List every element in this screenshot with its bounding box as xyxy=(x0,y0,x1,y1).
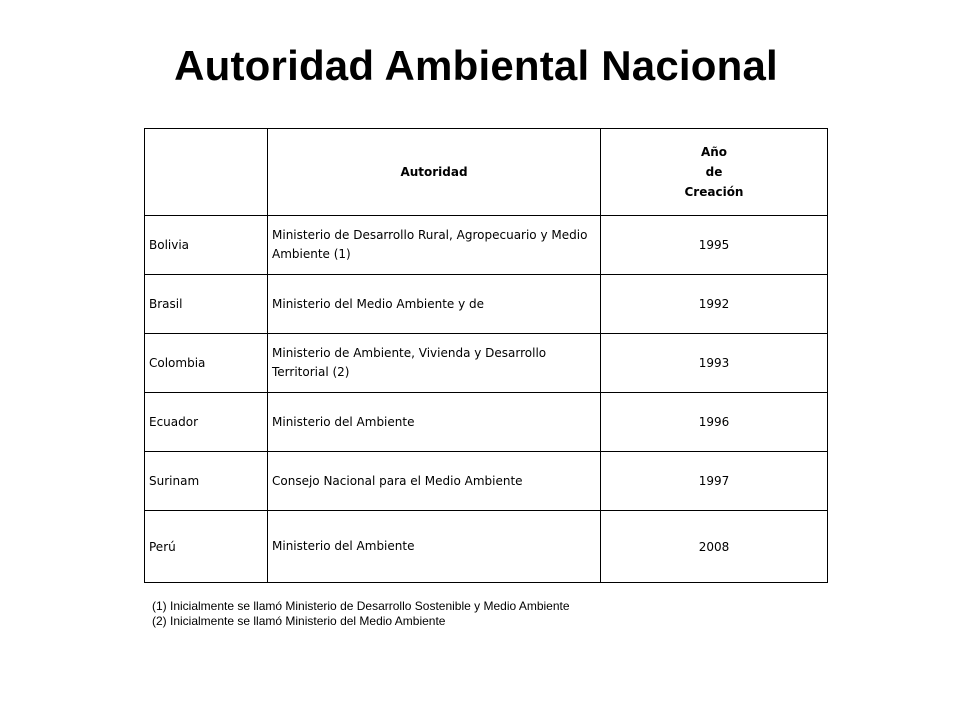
footnote-1: (1) Inicialmente se llamó Ministerio de Desarrollo Sostenible y Medio Ambiente xyxy=(152,599,570,613)
country-cell: Surinam xyxy=(145,452,268,511)
country-cell: Perú xyxy=(145,511,268,583)
header-country xyxy=(145,129,268,216)
footnote-2: (2) Inicialmente se llamó Ministerio del Medio Ambiente xyxy=(152,614,446,628)
authority-cell: Ministerio de Ambiente, Vivienda y Desarrollo Territorial (2) xyxy=(268,334,601,393)
year-cell: 1996 xyxy=(601,393,828,452)
authority-cell: Ministerio del Ambiente xyxy=(268,511,601,583)
table-row xyxy=(145,452,828,511)
table-row xyxy=(145,511,828,583)
table-row xyxy=(145,216,828,275)
header-year xyxy=(601,129,828,216)
header-authority: Autoridad xyxy=(268,129,601,216)
authority-table xyxy=(144,128,828,583)
header-year-line-3: Creación xyxy=(684,185,744,199)
country-cell: Bolivia xyxy=(145,216,268,275)
authority-cell: Ministerio del Ambiente xyxy=(268,393,601,452)
header-year-line-1: Año xyxy=(700,145,728,159)
table-row xyxy=(145,393,828,452)
footnotes xyxy=(152,599,570,629)
year-cell: 1997 xyxy=(601,452,828,511)
year-cell: 1995 xyxy=(601,216,828,275)
country-cell: Ecuador xyxy=(145,393,268,452)
country-cell: Brasil xyxy=(145,275,268,334)
year-cell: 2008 xyxy=(601,511,828,583)
table-row xyxy=(145,334,828,393)
table-header-row xyxy=(145,129,828,216)
year-cell: 1993 xyxy=(601,334,828,393)
year-cell: 1992 xyxy=(601,275,828,334)
authority-cell: Ministerio de Desarrollo Rural, Agropecuario y Medio Ambiente (1) xyxy=(268,216,601,275)
authority-cell: Ministerio del Medio Ambiente y de xyxy=(268,275,601,334)
country-cell: Colombia xyxy=(145,334,268,393)
header-year-line-2: de xyxy=(705,165,723,179)
page-title: Autoridad Ambiental Nacional xyxy=(174,42,778,89)
table-row xyxy=(145,275,828,334)
authority-cell: Consejo Nacional para el Medio Ambiente xyxy=(268,452,601,511)
